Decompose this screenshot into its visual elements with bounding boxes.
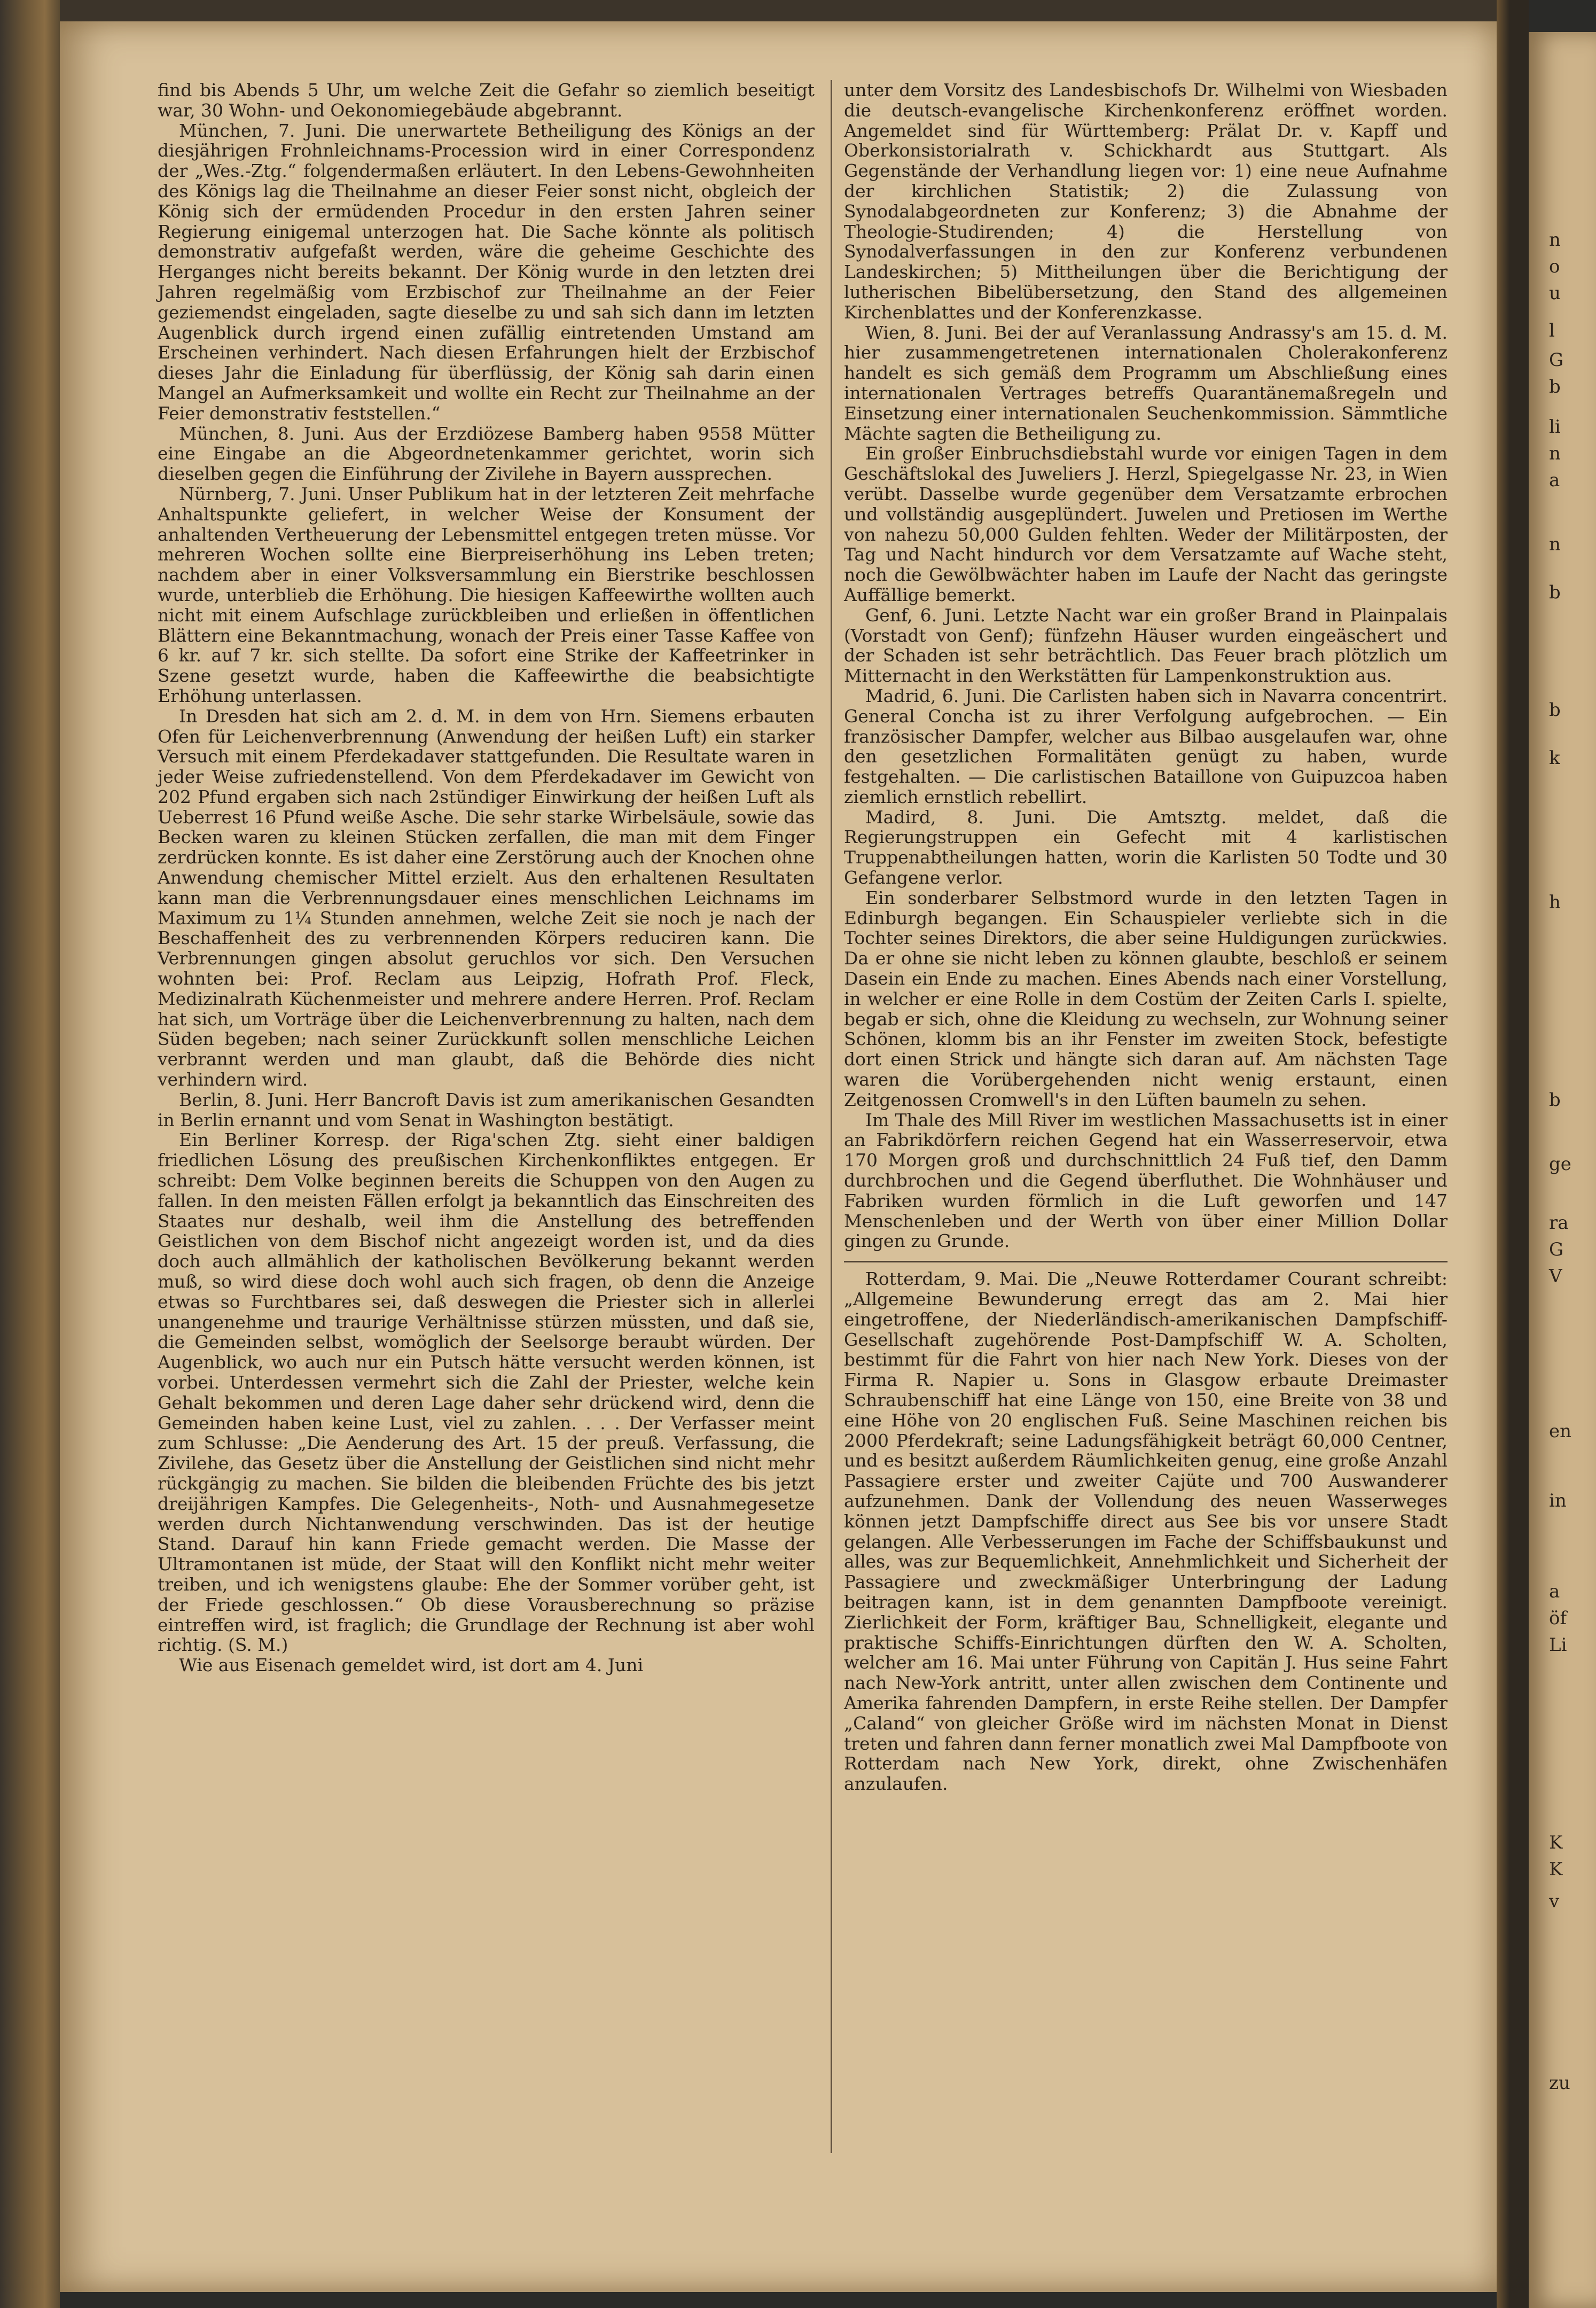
article-paragraph: Berlin, 8. Juni. Herr Bancroft Davis ist zum amerikanischen Gesandten in Berlin ernannt und vom Senat in Washington bestätigt.	[158, 1089, 815, 1130]
edge-fragment: V	[1549, 1266, 1562, 1287]
edge-fragment: a	[1549, 1581, 1560, 1602]
edge-fragment: a	[1549, 470, 1560, 491]
edge-fragment: o	[1549, 256, 1560, 277]
article-paragraph: unter dem Vorsitz des Landesbischofs Dr. Wilhelmi von Wiesbaden die deutsch-evangelische Kirchenkonferenz eröffnet worden. Angemeldet sind für Württemberg: Prälat Dr. v. Kapff und Oberkonsistorialrath v. Schickhardt aus Stuttgart. Als Gegenstände der Verhandlung liegen vor: 1) eine neue Aufnahme der kirchlichen Statistik; 2) die Zulassung von Synodalabgeordneten zur Konferenz; 3) die Abnahme der Theologie-Studirenden; 4) die Herstellung von Synodalverfassungen in den zur Konferenz verbundenen Landeskirchen; 5) Mittheilungen über die Berichtigung der lutherischen Bibelübersetzung, den Stand des allgemeinen Kirchenblattes und der Konferenzkasse.	[844, 80, 1448, 323]
edge-fragment: li	[1549, 416, 1561, 438]
edge-fragment: l	[1549, 320, 1555, 341]
article-paragraph: Wie aus Eisenach gemeldet wird, ist dort am 4. Juni	[179, 1655, 644, 1676]
edge-fragment: ge	[1549, 1153, 1571, 1175]
edge-fragment: n	[1549, 229, 1561, 251]
edge-fragment: n	[1549, 534, 1561, 555]
article-paragraph: Madrid, 6. Juni. Die Carlisten haben sich in Navarra concentrirt. General Concha ist zu ihrer Verfolgung aufgebrochen. — Ein französischer Dampfer, welcher aus Bilbao ausgelaufen war, ohne den gesetzlichen Formalitäten genügt zu haben, wurde festgehalten. — Die carlistischen Bataillone von Guipuzcoa haben ziemlich ernstlich rebellirt.	[844, 685, 1448, 807]
edge-fragment: b	[1549, 582, 1561, 603]
article-paragraph: Wien, 8. Juni. Bei der auf Veranlassung Andrassy's am 15. d. M. hier zusammengetretenen internationalen Cholerakonferenz handelt es sich gemäß dem Programm um Abschließung eines internationalen Vertrages betreffs Quarantänemaßregeln und Einsetzung einer internationalen Seuchenkommission. Sämmtliche Mächte sagten die Betheiligung zu.	[844, 322, 1448, 444]
article-paragraph: In Dresden hat sich am 2. d. M. in dem von Hrn. Siemens erbauten Ofen für Leichenverbrennung (Anwendung der heißen Luft) ein starker Versuch mit einem Pferdekadaver stattgefunden. Die Resultate waren in jeder Weise zufriedenstellend. Von dem Pferdekadaver im Gewicht von 202 Pfund ergaben sich nach 2stündiger Einwirkung der heißen Luft als Ueberrest 16 Pfund weiße Asche. Die sehr starke Wirbelsäule, sowie das Becken waren zu kleinen Stücken zerfallen, die man mit dem Finger zerdrücken konnte. Es ist daher eine Zerstörung auch der Knochen ohne Anwendung chemischer Mittel erzielt. Aus den erhaltenen Resultaten kann man die Verbrennungsdauer eines menschlichen Leichnams im Maximum zu 1¼ Stunden annehmen, welche Zeit sie noch je nach der Beschaffenheit des zu verbrennenden Körpers reduciren kann. Die Verbrennungen gingen absolut geruchlos vor sich. Den Versuchen wohnten bei: Prof. Reclam aus Leipzig, Hofrath Prof. Fleck, Medizinalrath Küchenmeister und mehrere andere Herren. Prof. Reclam hat sich, um Vorträge über die Leichenverbrennung zu halten, nach dem Süden begeben; nach seiner Zurückkunft sollen menschliche Leichen verbrannt werden und man glaubt, daß die Behörde dies nicht verhindern wird.	[158, 705, 815, 1090]
edge-fragment: ra	[1549, 1212, 1569, 1234]
edge-fragment: b	[1549, 699, 1561, 721]
edge-fragment: k	[1549, 747, 1560, 769]
edge-fragment: u	[1549, 283, 1561, 304]
article-paragraph: Ein Berliner Korresp. der Riga'schen Ztg. sieht einer baldigen friedlichen Lösung des preußischen Kirchenkonfliktes entgegen. Er schreibt: Dem Volke beginnen bereits die Schuppen von den Augen zu fallen. In den meisten Fällen erfolgt ja bekanntlich das Einschreiten des Staates nur deshalb, weil ihm die Anstellung des betreffenden Geistlichen von dem Bischof nicht angezeigt worden ist, und da dies doch auch allmählich der katholischen Bevölkerung bekannt werden muß, so wird diese doch wohl auch sich fragen, ob denn die Anzeige etwas so Furchtbares sei, daß deswegen die Priester sich in allerlei unangenehme und traurige Verhältnisse stürzen müssten, und daß sie, die Gemeinden selbst, womöglich der Seelsorge beraubt würden. Der Augenblick, wo auch nur ein Putsch hätte versucht werden können, ist vorbei. Unterdessen vermehrt sich die Zahl der Priester, welche kein Gehalt bekommen und deren Lage daher sehr drückend wird, denn die Gemeinden haben keine Lust, viel zu zahlen. . . . Der Verfasser meint zum Schlusse: „Die Aenderung des Art. 15 der preuß. Verfassung, die Zivilehe, das Gesetz über die Anstellung der Geistlichen sind nicht mehr rückgängig zu machen. Sie bilden die bleibenden Früchte des bis jetzt dreijährigen Kampfes. Die Gelegenheits-, Noth- und Ausnahmegesetze werden durch Nichtanwendung verschwinden. Das ist der heutige Stand. Darauf hin kann Friede gemacht werden. Die Masse der Ultramontanen ist müde, der Staat will den Konflikt nicht mehr weiter treiben, und ich wenigstens glaube: Ehe der Sommer vorüber geht, ist der Friede geschlossen.“ Ob diese Vorausberechnung so präzise eintreffen wird, ist fraglich; die Grundlage der Rechnung ist aber wohl richtig. (S. M.)	[158, 1129, 815, 1656]
column-divider	[831, 80, 832, 2153]
edge-fragment: en	[1549, 1421, 1572, 1442]
article-paragraph: Ein großer Einbruchsdiebstahl wurde vor einigen Tagen in dem Geschäftslokal des Juweliers J. Herzl, Spiegelgasse Nr. 23, in Wien verübt. Dasselbe wurde gegenüber dem Versatzamte erbrochen und vollständig ausgeplündert. Juwelen und Pretiosen im Werthe von nahezu 50,000 Gulden fehlten. Weder der Militärposten, der Tag und Nacht hindurch vor dem Versatzamte auf Wache steht, noch die Gewölbwächter haben im Laufe der Nacht das geringste Auffällige bemerkt.	[844, 443, 1448, 605]
article-paragraph: München, 8. Juni. Aus der Erzdiözese Bamberg haben 9558 Mütter eine Eingabe an die Abgeordnetenkammer gerichtet, worin sich dieselben gegen die Einführung der Zivilehe in Bayern aussprechen.	[158, 423, 815, 485]
article-paragraph: Im Thale des Mill River im westlichen Massachusetts ist in einer an Fabrikdörfern reichen Gegend hat ein Wasserreservoir, etwa 170 Morgen groß und durchschnittlich 24 Fuß tief, den Damm durchbrochen und die Gegend überfluthet. Die Wohnhäuser und Fabriken wurden förmlich in die Luft geworfen und 147 Menschenleben und der Werth von über einer Million Dollar gingen zu Grunde.	[844, 1109, 1448, 1252]
book-binding	[0, 0, 60, 2308]
left-column	[158, 80, 815, 1675]
edge-fragment: in	[1549, 1490, 1567, 1511]
section-separator	[844, 1261, 1448, 1262]
edge-fragment: G	[1549, 1239, 1564, 1260]
edge-fragment: h	[1549, 892, 1561, 913]
edge-fragment: K	[1549, 1859, 1563, 1880]
edge-fragment: Li	[1549, 1634, 1567, 1656]
edge-fragment: b	[1549, 376, 1561, 397]
article-paragraph: Nürnberg, 7. Juni. Unser Publikum hat in der letzteren Zeit mehrfache Anhaltspunkte geliefert, in welcher Weise der Konsument der anhaltenden Vertheuerung der Lebensmittel entgegen treten müsse. Vor mehreren Wochen sollte eine Bierpreiserhöhung ins Leben treten; nachdem aber in einer Volksversammlung ein Bierstrike beschlossen wurde, unterblieb die Erhöhung. Die hiesigen Kaffeewirthe wollten auch nicht mit einem Aufschlage zurückbleiben und erließen in öffentlichen Blättern eine Bekanntmachung, wonach der Preis einer Tasse Kaffee von 6 kr. auf 7 kr. sich stellte. Da sofort eine Strike der Kaffeetrinker in Szene gesetzt wurde, haben die Kaffeewirthe die beabsichtigte Erhöhung unterlassen.	[158, 483, 815, 706]
edge-fragment: zu	[1549, 2072, 1570, 2094]
article-paragraph: Genf, 6. Juni. Letzte Nacht war ein großer Brand in Plainpalais (Vorstadt von Genf); fünfzehn Häuser wurden eingeäschert und der Schaden ist sehr beträchtlich. Das Feuer brach plötzlich um Mitternacht in den Werkstätten für Lampenkonstruktion aus.	[844, 604, 1448, 687]
article-paragraph: München, 7. Juni. Die unerwartete Betheiligung des Königs an der diesjährigen Frohnleichnams-Procession wird in einer Correspondenz der „Wes.-Ztg.“ folgendermaßen erläutert. In den Lebens-Gewohnheiten des Königs lag die Theilnahme an dieser Feier sonst nicht, obgleich der König sich der ermüdenden Procedur in den ersten Jahren seiner Regierung einigemal unterzogen hat. Die Sache könnte als politisch demonstrativ aufgefaßt werden, wäre die geheime Geschichte des Herganges nicht bereits bekannt. Der König wurde in den letzten drei Jahren regelmäßig vom Erzbischof zur Theilnahme an der Feier geziemendst eingeladen, sagte dieselbe zu und sah sich dann im letzten Augenblick durch irgend einen zufällig eintretenden Umstand am Erscheinen verhindert. Nach diesen Erfahrungen hielt der Erzbischof dieses Jahr die Einladung für überflüssig, der König sah darin einen Mangel an Aufmerksamkeit und wollte ein Recht zur Theilnahme an der Feier demonstrativ feststellen.“	[158, 120, 815, 424]
article-paragraph: Madird, 8. Juni. Die Amtsztg. meldet, daß die Regierungstruppen ein Gefecht mit 4 karlistischen Truppenabtheilungen hatten, worin die Karlisten 50 Todte und 30 Gefangene verlor.	[844, 806, 1448, 888]
article-paragraph: find bis Abends 5 Uhr, um welche Zeit die Gefahr so ziemlich beseitigt war, 30 Wohn- und Oekonomiegebäude abgebrannt.	[158, 80, 815, 121]
edge-fragment: G	[1549, 349, 1564, 371]
edge-fragment: b	[1549, 1089, 1561, 1111]
article-paragraph: Ein sonderbarer Selbstmord wurde in den letzten Tagen in Edinburgh begangen. Ein Schauspieler verliebte sich in die Tochter seines Direktors, die aber seine Huldigungen zurückwies. Da er ohne sie nicht leben zu können glaubte, beschloß er seinem Dasein ein Ende zu machen. Eines Abends nach einer Vorstellung, in welcher er eine Rolle in dem Costüm der Zeiten Carls I. spielte, begab er sich, ohne die Kleidung zu wechseln, zur Wohnung seiner Schönen, klomm bis an ihr Fenster im zweiten Stock, befestigte dort einen Strick und hängte sich daran auf. Am nächsten Tage waren die Vorübergehenden nicht wenig erstaunt, einen Zeitgenossen Cromwell's in den Lüften baumeln zu sehen.	[844, 887, 1448, 1110]
edge-fragment: öf	[1549, 1608, 1567, 1629]
edge-fragment: K	[1549, 1832, 1563, 1853]
edge-fragment: v	[1549, 1891, 1560, 1912]
right-column	[844, 80, 1448, 1794]
book-gutter	[1497, 0, 1529, 2308]
article-paragraph: Rotterdam, 9. Mai. Die „Neuwe Rotterdamer Courant schreibt: „Allgemeine Bewunderung erregt das am 2. Mai hier eingetroffene, der Niederländisch-amerikanischen Dampfschiff-Gesellschaft zugehörende Post-Dampfschiff W. A. Scholten, bestimmt für die Fahrt von hier nach New York. Dieses von der Firma R. Napier u. Sons in Glasgow erbaute Dreimaster Schraubenschiff hat eine Länge von 150, eine Breite von 38 und eine Höhe von 20 englischen Fuß. Seine Maschinen reichen bis 2000 Pferdekraft; seine Ladungsfähigkeit beträgt 60,000 Centner, und es besitzt außerdem Räumlichkeiten genug, eine große Anzahl Passagiere erster und zweiter Cajüte und 700 Auswanderer aufzunehmen. Dank der Vollendung des neuen Wasserweges können jetzt Dampfschiffe direct aus See bis vor unsere Stadt gelangen. Alle Verbesserungen im Fache der Schiffsbaukunst und alles, was zur Bequemlichkeit, Annehmlichkeit und Sicherheit der Passagiere und zweckmäßiger Unterbringung der Ladung beitragen kann, ist in dem genannten Dampfboote vereinigt. Zierlichkeit der Form, kräftiger Bau, Schnelligkeit, elegante und praktische Schiffs-Einrichtungen dürften den W. A. Scholten, welcher am 16. Mai unter Führung von Capitän J. Hus seine Fahrt nach New-York antritt, unter allen zwischen dem Continente und Amerika fahrenden Dampfern, in erste Reihe stellen. Der Dampfer „Caland“ von gleicher Größe wird im nächsten Monat in Dienst treten und fahren dann ferner monatlich zwei Mal Dampfboote von Rotterdam nach New York, direkt, ohne Zwischenhäfen anzulaufen.	[844, 1268, 1448, 1795]
edge-fragment: n	[1549, 443, 1561, 464]
page-top-edge	[60, 0, 1497, 21]
